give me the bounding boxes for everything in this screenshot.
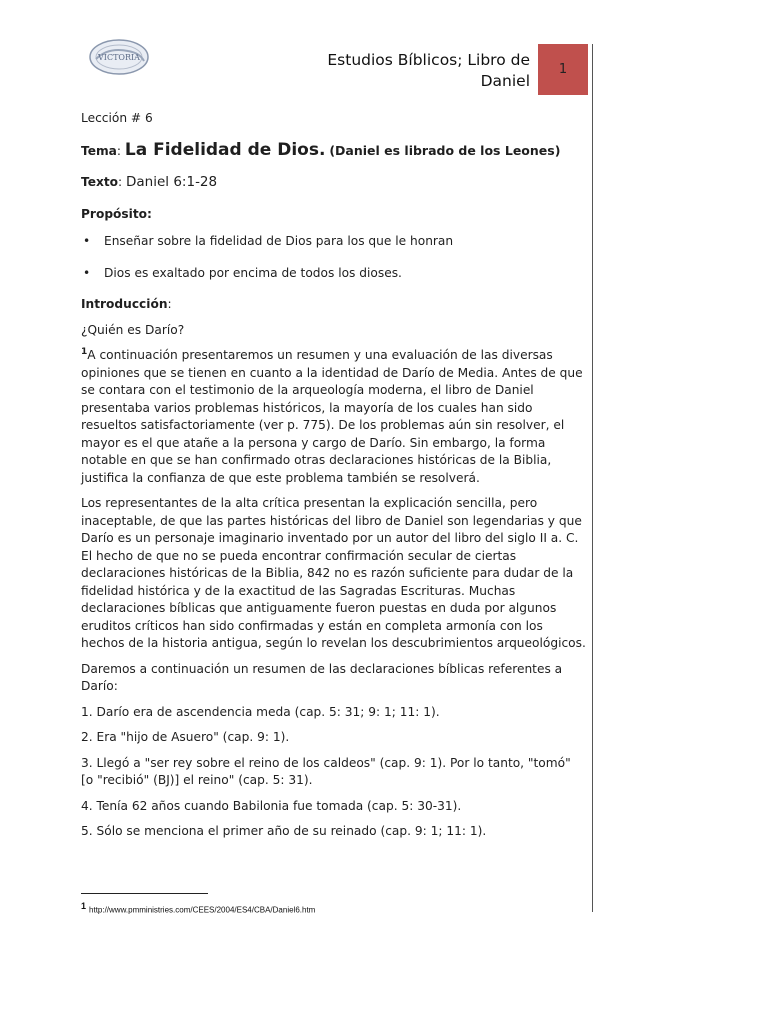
footnote-reference: 1 <box>81 346 88 357</box>
header-title-line2: Daniel <box>480 72 530 90</box>
proposito-label: Propósito: <box>81 206 152 221</box>
margin-rule <box>592 44 593 912</box>
list-item: 3. Llegó a "ser rey sobre el reino de los caldeos" (cap. 9: 1). Por lo tanto, "tomó" [o "recibió" (BJ)] el reino" (cap. 5: 31). <box>81 755 571 787</box>
list-item: 5. Sólo se menciona el primer año de su reinado (cap. 9: 1; 11: 1). <box>81 824 487 838</box>
footnote-separator <box>81 893 208 894</box>
document-body <box>81 110 586 849</box>
header-title <box>270 50 530 92</box>
tema-line: Tema: La Fidelidad de Dios. (Daniel es librado de los Leones) <box>81 139 561 160</box>
footnote-number: 1 <box>81 901 87 911</box>
tema-title: La Fidelidad de Dios. <box>124 139 326 160</box>
list-item: • Enseñar sobre la fidelidad de Dios para los que le honran <box>81 233 586 251</box>
introduccion-heading: Introducción: <box>81 297 172 311</box>
lesson-number: Lección # 6 <box>81 111 153 125</box>
tema-subtitle: (Daniel es librado de los Leones) <box>329 142 561 158</box>
list-item: 1. Darío era de ascendencia meda (cap. 5: 31; 9: 1; 11: 1). <box>81 704 440 719</box>
texto-line: Texto: Daniel 6:1-28 <box>81 174 218 190</box>
tema-label: Tema <box>81 143 117 158</box>
header-title-line1: Estudios Bíblicos; Libro de <box>327 51 530 69</box>
texto-label: Texto <box>81 175 119 189</box>
list-item: 2. Era "hijo de Asuero" (cap. 9: 1). <box>81 730 290 744</box>
footnote <box>81 900 315 917</box>
list-item: • Dios es exaltado por encima de todos los dioses. <box>81 265 586 283</box>
intro-paragraph: Daremos a continuación un resumen de las declaraciones bíblicas referentes a Darío: <box>81 661 563 693</box>
proposito-list <box>81 233 586 282</box>
introduccion-label: Introducción <box>81 297 168 311</box>
texto-value: Daniel 6:1-28 <box>126 174 218 190</box>
victoria-logo-icon <box>88 37 150 77</box>
intro-paragraph <box>81 347 586 487</box>
list-item: 4. Tenía 62 años cuando Babilonia fue tomada (cap. 5: 30-31). <box>81 798 462 813</box>
intro-paragraph-text: A continuación presentaremos un resumen y una evaluación de las diversas opiniones que se tienen en cuanto a la identidad de Darío de Media. Antes de que se contara con el testimonio de la arqueología moderna, el libro de Daniel presentaba varios problemas históricos, la mayoría de los cuales han sido resueltos satisfactoriamente (ver p. 775). De los problemas aún sin resolver, el mayor es el que atañe a la persona y cargo de Darío. Sin embargo, la forma notable en que se han confirmado otras declaraciones históricas de la Biblia, justifica la confianza de que este problema también se resolverá. <box>81 348 583 485</box>
page-number: 1 <box>558 62 568 77</box>
intro-paragraph: Los representantes de la alta crítica presentan la explicación sencilla, pero inaceptable, de que las partes históricas del libro de Daniel son legendarias y que Darío es un personaje imaginario inventado por un autor del libro del siglo II a. C. El hecho de que no se pueda encontrar confirmación secular de ciertas declaraciones históricas de la Biblia, 842 no es razón suficiente para dudar de la fidelidad histórica y de la exactitud de las Sagradas Escrituras. Muchas declaraciones bíblicas que antiguamente fueron puestas en duda por algunos eruditos críticos han sido confirmadas y están en completa armonía con los hechos de la historia antigua, según lo revelan los descubrimientos arqueológicos. <box>81 496 586 650</box>
proposito-heading <box>81 206 586 224</box>
intro-question: ¿Quién es Darío? <box>81 322 185 337</box>
page-number-badge <box>538 44 588 95</box>
svg-text:VICTORIA: VICTORIA <box>98 53 140 62</box>
footnote-link[interactable]: http://www.pmministries.com/CEES/2004/ES4/CBA/Daniel6.htm <box>89 905 316 915</box>
